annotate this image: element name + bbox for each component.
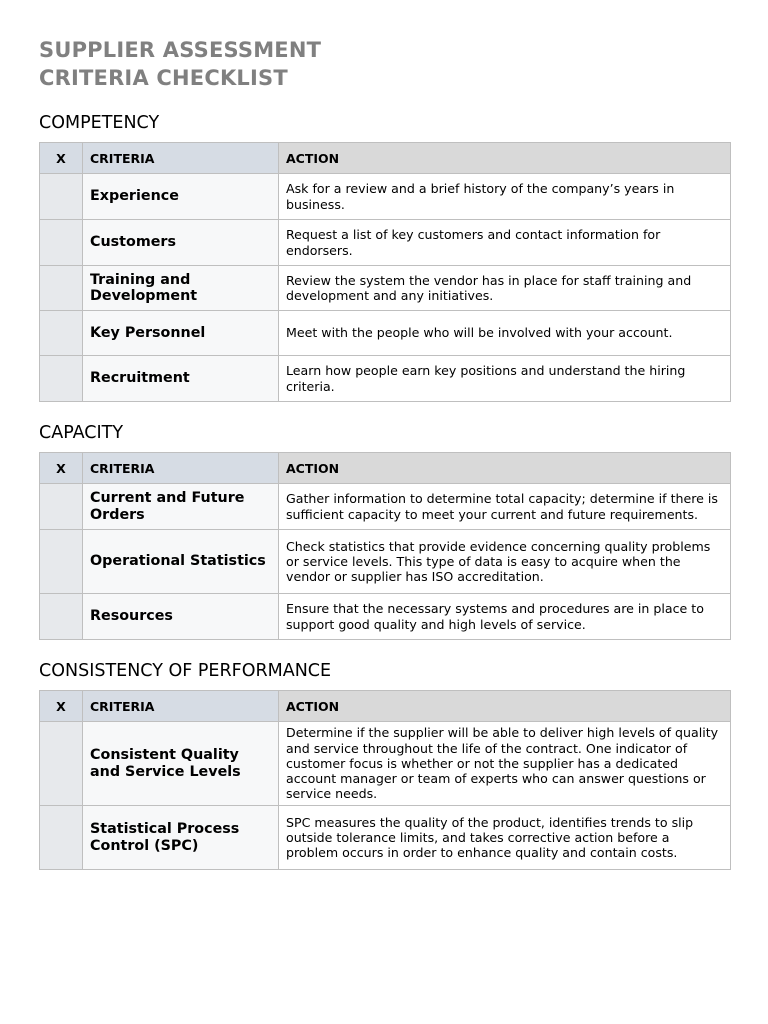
checkbox-cell[interactable] xyxy=(40,530,83,594)
action-cell: Gather information to determine total capacity; determine if there is sufficient capacity to meet your current and future requirements. xyxy=(279,484,731,530)
checkbox-cell[interactable] xyxy=(40,311,83,356)
checkbox-cell[interactable] xyxy=(40,174,83,220)
checkbox-cell[interactable] xyxy=(40,594,83,640)
header-x: X xyxy=(40,453,83,484)
checkbox-cell[interactable] xyxy=(40,266,83,311)
header-action: ACTION xyxy=(279,691,731,722)
criteria-cell: Resources xyxy=(83,594,279,640)
criteria-cell: Key Personnel xyxy=(83,311,279,356)
table-row xyxy=(40,594,731,640)
title-line-1: SUPPLIER ASSESSMENT xyxy=(39,38,322,62)
action-cell: Check statistics that provide evidence concerning quality problems or service levels. This type of data is easy to acquire when the vendor or supplier has ISO accreditation. xyxy=(279,530,731,594)
consistency-table xyxy=(39,690,731,870)
header-action: ACTION xyxy=(279,453,731,484)
header-action: ACTION xyxy=(279,143,731,174)
section-heading-capacity: CAPACITY xyxy=(39,423,124,443)
action-cell: Review the system the vendor has in place for staff training and development and any initiatives. xyxy=(279,266,731,311)
table-header-row xyxy=(40,691,731,722)
header-criteria: CRITERIA xyxy=(83,453,279,484)
checkbox-cell[interactable] xyxy=(40,484,83,530)
table-row xyxy=(40,806,731,870)
header-x: X xyxy=(40,691,83,722)
header-x: X xyxy=(40,143,83,174)
document-title xyxy=(39,36,730,92)
checkbox-cell[interactable] xyxy=(40,356,83,402)
table-row xyxy=(40,484,731,530)
action-cell: Ask for a review and a brief history of the company’s years in business. xyxy=(279,174,731,220)
action-cell: Learn how people earn key positions and understand the hiring criteria. xyxy=(279,356,731,402)
criteria-cell: Statistical Process Control (SPC) xyxy=(83,806,279,870)
table-row xyxy=(40,266,731,311)
criteria-cell: Experience xyxy=(83,174,279,220)
table-row xyxy=(40,530,731,594)
checkbox-cell[interactable] xyxy=(40,806,83,870)
action-cell: Request a list of key customers and contact information for endorsers. xyxy=(279,220,731,266)
action-cell: Determine if the supplier will be able to deliver high levels of quality and service throughout the life of the contract. One indicator of customer focus is whether or not the supplier has a dedicated account manager or team of experts who can answer questions or service needs. xyxy=(279,722,731,806)
table-header-row xyxy=(40,143,731,174)
criteria-cell: Recruitment xyxy=(83,356,279,402)
table-row xyxy=(40,220,731,266)
criteria-cell: Consistent Quality and Service Levels xyxy=(83,722,279,806)
action-cell: Meet with the people who will be involved with your account. xyxy=(279,311,731,356)
header-criteria: CRITERIA xyxy=(83,143,279,174)
criteria-cell: Operational Statistics xyxy=(83,530,279,594)
table-row xyxy=(40,356,731,402)
checkbox-cell[interactable] xyxy=(40,220,83,266)
action-cell: SPC measures the quality of the product, identifies trends to slip outside tolerance limits, and takes corrective action before a problem occurs in order to enhance quality and contain costs. xyxy=(279,806,731,870)
action-cell: Ensure that the necessary systems and procedures are in place to support good quality and high levels of service. xyxy=(279,594,731,640)
table-row xyxy=(40,722,731,806)
table-row xyxy=(40,174,731,220)
document-page xyxy=(39,36,730,870)
title-line-2: CRITERIA CHECKLIST xyxy=(39,66,288,90)
section-heading-competency: COMPETENCY xyxy=(39,113,160,133)
header-criteria: CRITERIA xyxy=(83,691,279,722)
table-header-row xyxy=(40,453,731,484)
criteria-cell: Current and Future Orders xyxy=(83,484,279,530)
checkbox-cell[interactable] xyxy=(40,722,83,806)
criteria-cell: Training and Development xyxy=(83,266,279,311)
criteria-cell: Customers xyxy=(83,220,279,266)
section-heading-consistency: CONSISTENCY OF PERFORMANCE xyxy=(39,661,332,681)
capacity-table xyxy=(39,452,731,640)
competency-table xyxy=(39,142,731,402)
table-row xyxy=(40,311,731,356)
